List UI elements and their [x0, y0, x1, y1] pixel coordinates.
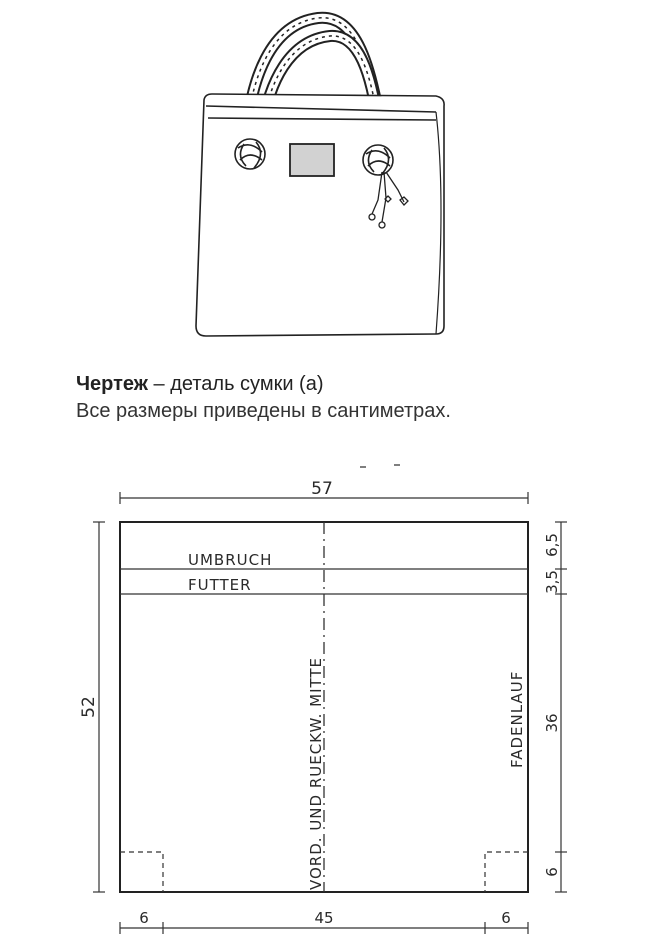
bottom-dim-1: 6 [139, 909, 149, 927]
caption [76, 371, 636, 424]
fold-line-label: UMBRUCH [188, 551, 273, 569]
bag-body [196, 94, 444, 336]
bottom-dim-2: 45 [314, 909, 334, 927]
caption-subtitle: Все размеры приведены в сантиметрах. [76, 400, 451, 422]
bottom-dim-3: 6 [501, 909, 511, 927]
right-dim-1: 6,5 [543, 533, 561, 557]
right-dim-2: 3,5 [543, 570, 561, 594]
corner-cut-left [120, 852, 163, 892]
right-dim-4: 6 [543, 867, 561, 877]
caption-title [76, 371, 636, 397]
left-rope-knot [235, 139, 265, 169]
bag-illustration [0, 0, 650, 360]
top-mark [360, 465, 400, 467]
height-label: 52 [79, 696, 99, 718]
pattern-drawing [0, 455, 650, 950]
label-patch [290, 144, 334, 176]
width-label: 57 [311, 479, 333, 499]
grain-label: FADENLAUF [508, 670, 526, 768]
caption-title-bold: Чертеж [76, 373, 148, 395]
corner-cut-right [485, 852, 528, 892]
right-rope-knot [363, 145, 393, 175]
caption-title-rest: – деталь сумки (а) [147, 373, 324, 395]
lining-line-label: FUTTER [188, 576, 252, 594]
right-dim-3: 36 [543, 713, 561, 733]
center-line-label: VORD. UND RUECKW. MITTE [307, 656, 325, 890]
